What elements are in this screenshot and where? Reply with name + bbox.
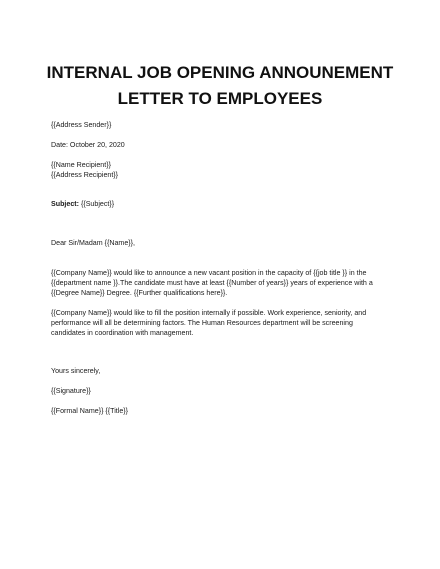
address-sender: {{Address Sender}} bbox=[51, 121, 112, 129]
signature: {{Signature}} bbox=[51, 387, 91, 395]
document-title-line-1: INTERNAL JOB OPENING ANNOUNEMENT bbox=[46, 63, 394, 82]
paragraph-1-line-1: {{Company Name}} would like to announce a new vacant position in the capacity of {{job title }} in the bbox=[51, 269, 367, 277]
subject-label: Subject: bbox=[51, 200, 79, 208]
document-title-line-2: LETTER TO EMPLOYEES bbox=[117, 89, 323, 108]
paragraph-2-line-1: {{Company Name}} would like to fill the position internally if possible. Work experience, seniority, and bbox=[51, 309, 367, 317]
salutation: Dear Sir/Madam {{Name}}, bbox=[51, 239, 135, 247]
paragraph-2-line-3: candidates in coordination with management. bbox=[51, 329, 194, 337]
formal-name: {{Formal Name}} {{Title}} bbox=[51, 407, 129, 415]
subject-value: {{Subject}} bbox=[78, 200, 115, 208]
paragraph-2-line-2: performance will all be determining factors. The Human Resources department will be screening bbox=[51, 319, 353, 327]
address-recipient: {{Address Recipient}} bbox=[51, 171, 119, 179]
paragraph-1-line-3: {{Degree Name}} Degree. {{Further qualifications here}}. bbox=[51, 289, 228, 297]
letter-date: Date: October 20, 2020 bbox=[51, 141, 125, 149]
subject-line bbox=[51, 199, 114, 209]
name-recipient: {{Name Recipient}} bbox=[51, 161, 111, 169]
paragraph-1-line-2: {{department name }}.The candidate must have at least {{Number of years}} years of experience with a bbox=[51, 279, 373, 287]
closing: Yours sincerely, bbox=[51, 367, 101, 375]
